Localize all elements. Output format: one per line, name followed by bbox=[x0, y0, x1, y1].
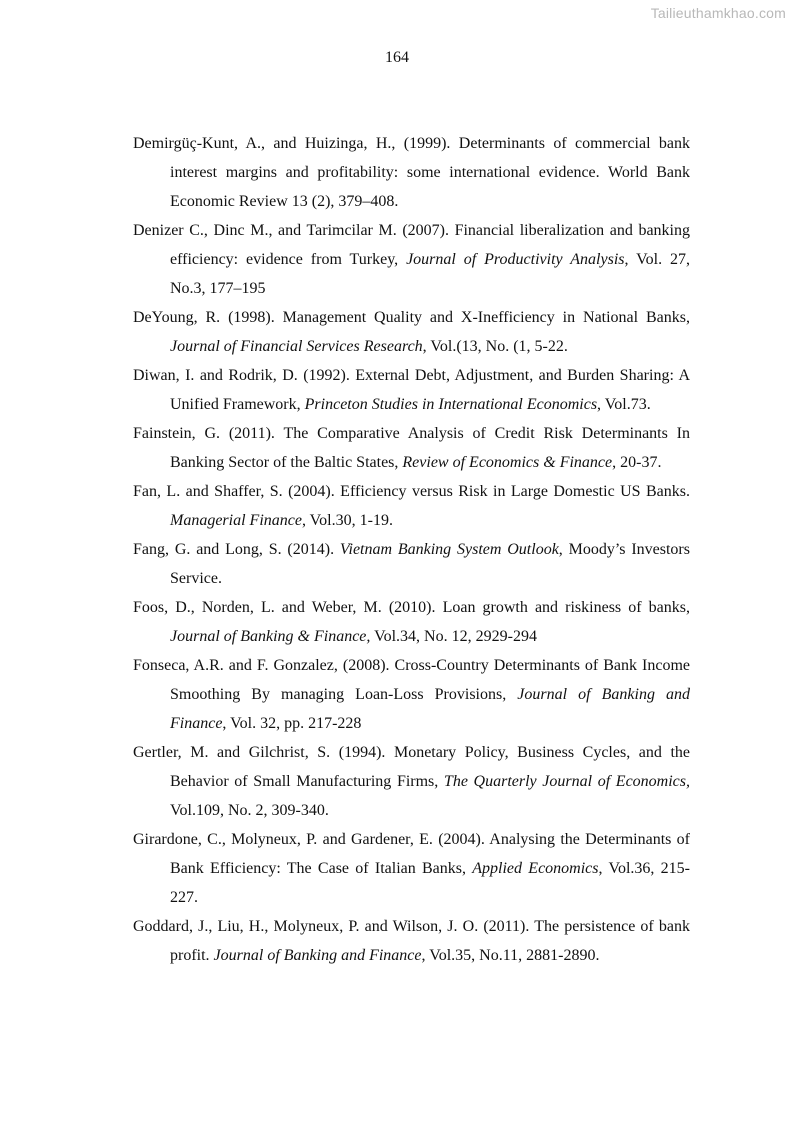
reference-text: Diwan, I. and Rodrik, D. (1992). External Debt, Adjustment, and Burden Sharing: A Unified Framework, bbox=[133, 367, 690, 413]
reference-text: , Vol. 32, pp. 217-228 bbox=[222, 715, 362, 732]
reference-entry bbox=[133, 912, 690, 970]
reference-source-title: Applied Economics bbox=[472, 860, 599, 877]
reference-text: Gertler, M. and Gilchrist, S. (1994). Monetary Policy, Business Cycles, and the Behavior of Small Manufacturing Firms, bbox=[133, 744, 690, 790]
reference-source-title: Vietnam Banking System Outlook bbox=[339, 541, 559, 558]
reference-source-title: Journal of Banking and Finance bbox=[213, 947, 422, 964]
reference-text: Fan, L. and Shaffer, S. (2004). Efficiency versus Risk in Large Domestic US Banks. bbox=[133, 483, 690, 500]
reference-text: , Vol.35, No.11, 2881-2890. bbox=[421, 947, 600, 964]
reference-text: , Vol.36, 215-227. bbox=[170, 860, 690, 906]
reference-entry bbox=[133, 419, 690, 477]
reference-text: Goddard, J., Liu, H., Molyneux, P. and Wilson, J. O. (2011). The persistence of bank profit. bbox=[133, 918, 690, 964]
reference-entry bbox=[133, 825, 690, 912]
reference-entry bbox=[133, 216, 690, 303]
reference-text: Fang, G. and Long, S. (2014). bbox=[133, 541, 340, 558]
reference-text: , Vol.30, 1-19. bbox=[301, 512, 393, 529]
page-number: 164 bbox=[385, 49, 409, 66]
reference-source-title: Princeton Studies in International Economics bbox=[304, 396, 598, 413]
reference-source-title: The Quarterly Journal of Economics, bbox=[443, 773, 690, 790]
reference-source-title: Review of Economics & Finance bbox=[402, 454, 613, 471]
reference-text: Fainstein, G. (2011). The Comparative Analysis of Credit Risk Determinants In Banking Sector of the Baltic States, bbox=[133, 425, 690, 471]
reference-text: Foos, D., Norden, L. and Weber, M. (2010). Loan growth and riskiness of banks, bbox=[133, 599, 690, 616]
reference-entry bbox=[133, 651, 690, 738]
reference-entry bbox=[133, 477, 690, 535]
reference-entry bbox=[133, 738, 690, 825]
reference-text: , 20-37. bbox=[612, 454, 662, 471]
reference-source-title: Journal of Banking & Finance, bbox=[170, 628, 371, 645]
reference-text: , Vol.73. bbox=[597, 396, 651, 413]
reference-entry bbox=[133, 593, 690, 651]
reference-source-title: Journal of Financial Services Research bbox=[170, 338, 423, 355]
reference-entry bbox=[133, 535, 690, 593]
reference-list bbox=[133, 129, 690, 970]
reference-entry bbox=[133, 303, 690, 361]
reference-text: , Moody’s Investors Service. bbox=[170, 541, 690, 587]
reference-text: Denizer C., Dinc M., and Tarimcilar M. (2007). Financial liberalization and banking efficiency: evidence from Turkey, bbox=[133, 222, 690, 268]
reference-text: , Vol.(13, No. (1, 5-22. bbox=[422, 338, 568, 355]
reference-text: Vol.109, No. 2, 309-340. bbox=[170, 802, 329, 819]
reference-text: Fonseca, A.R. and F. Gonzalez, (2008). Cross-Country Determinants of Bank Income Smoothing By managing Loan-Loss Provisions, bbox=[133, 657, 690, 703]
reference-text: , Vol. 27, No.3, 177–195 bbox=[170, 251, 690, 297]
reference-source-title: Journal of Productivity Analysis bbox=[406, 251, 625, 268]
reference-entry bbox=[133, 129, 690, 216]
reference-source-title: Managerial Finance bbox=[170, 512, 302, 529]
reference-entry bbox=[133, 361, 690, 419]
watermark-text: Tailieuthamkhao.com bbox=[650, 5, 786, 21]
reference-source-title: Journal of Banking and Finance bbox=[170, 686, 691, 732]
reference-text: DeYoung, R. (1998). Management Quality and X-Inefficiency in National Banks, bbox=[133, 309, 690, 326]
reference-text: Girardone, C., Molyneux, P. and Gardener, E. (2004). Analysing the Determinants of Bank Efficiency: The Case of Italian Banks, bbox=[133, 831, 690, 877]
reference-text: Demirgüç-Kunt, A., and Huizinga, H., (1999). Determinants of commercial bank interest margins and profitability: some international evidence. World Bank Economic Review 13 (2), 379–408. bbox=[133, 135, 690, 210]
reference-text: Vol.34, No. 12, 2929-294 bbox=[370, 628, 537, 645]
